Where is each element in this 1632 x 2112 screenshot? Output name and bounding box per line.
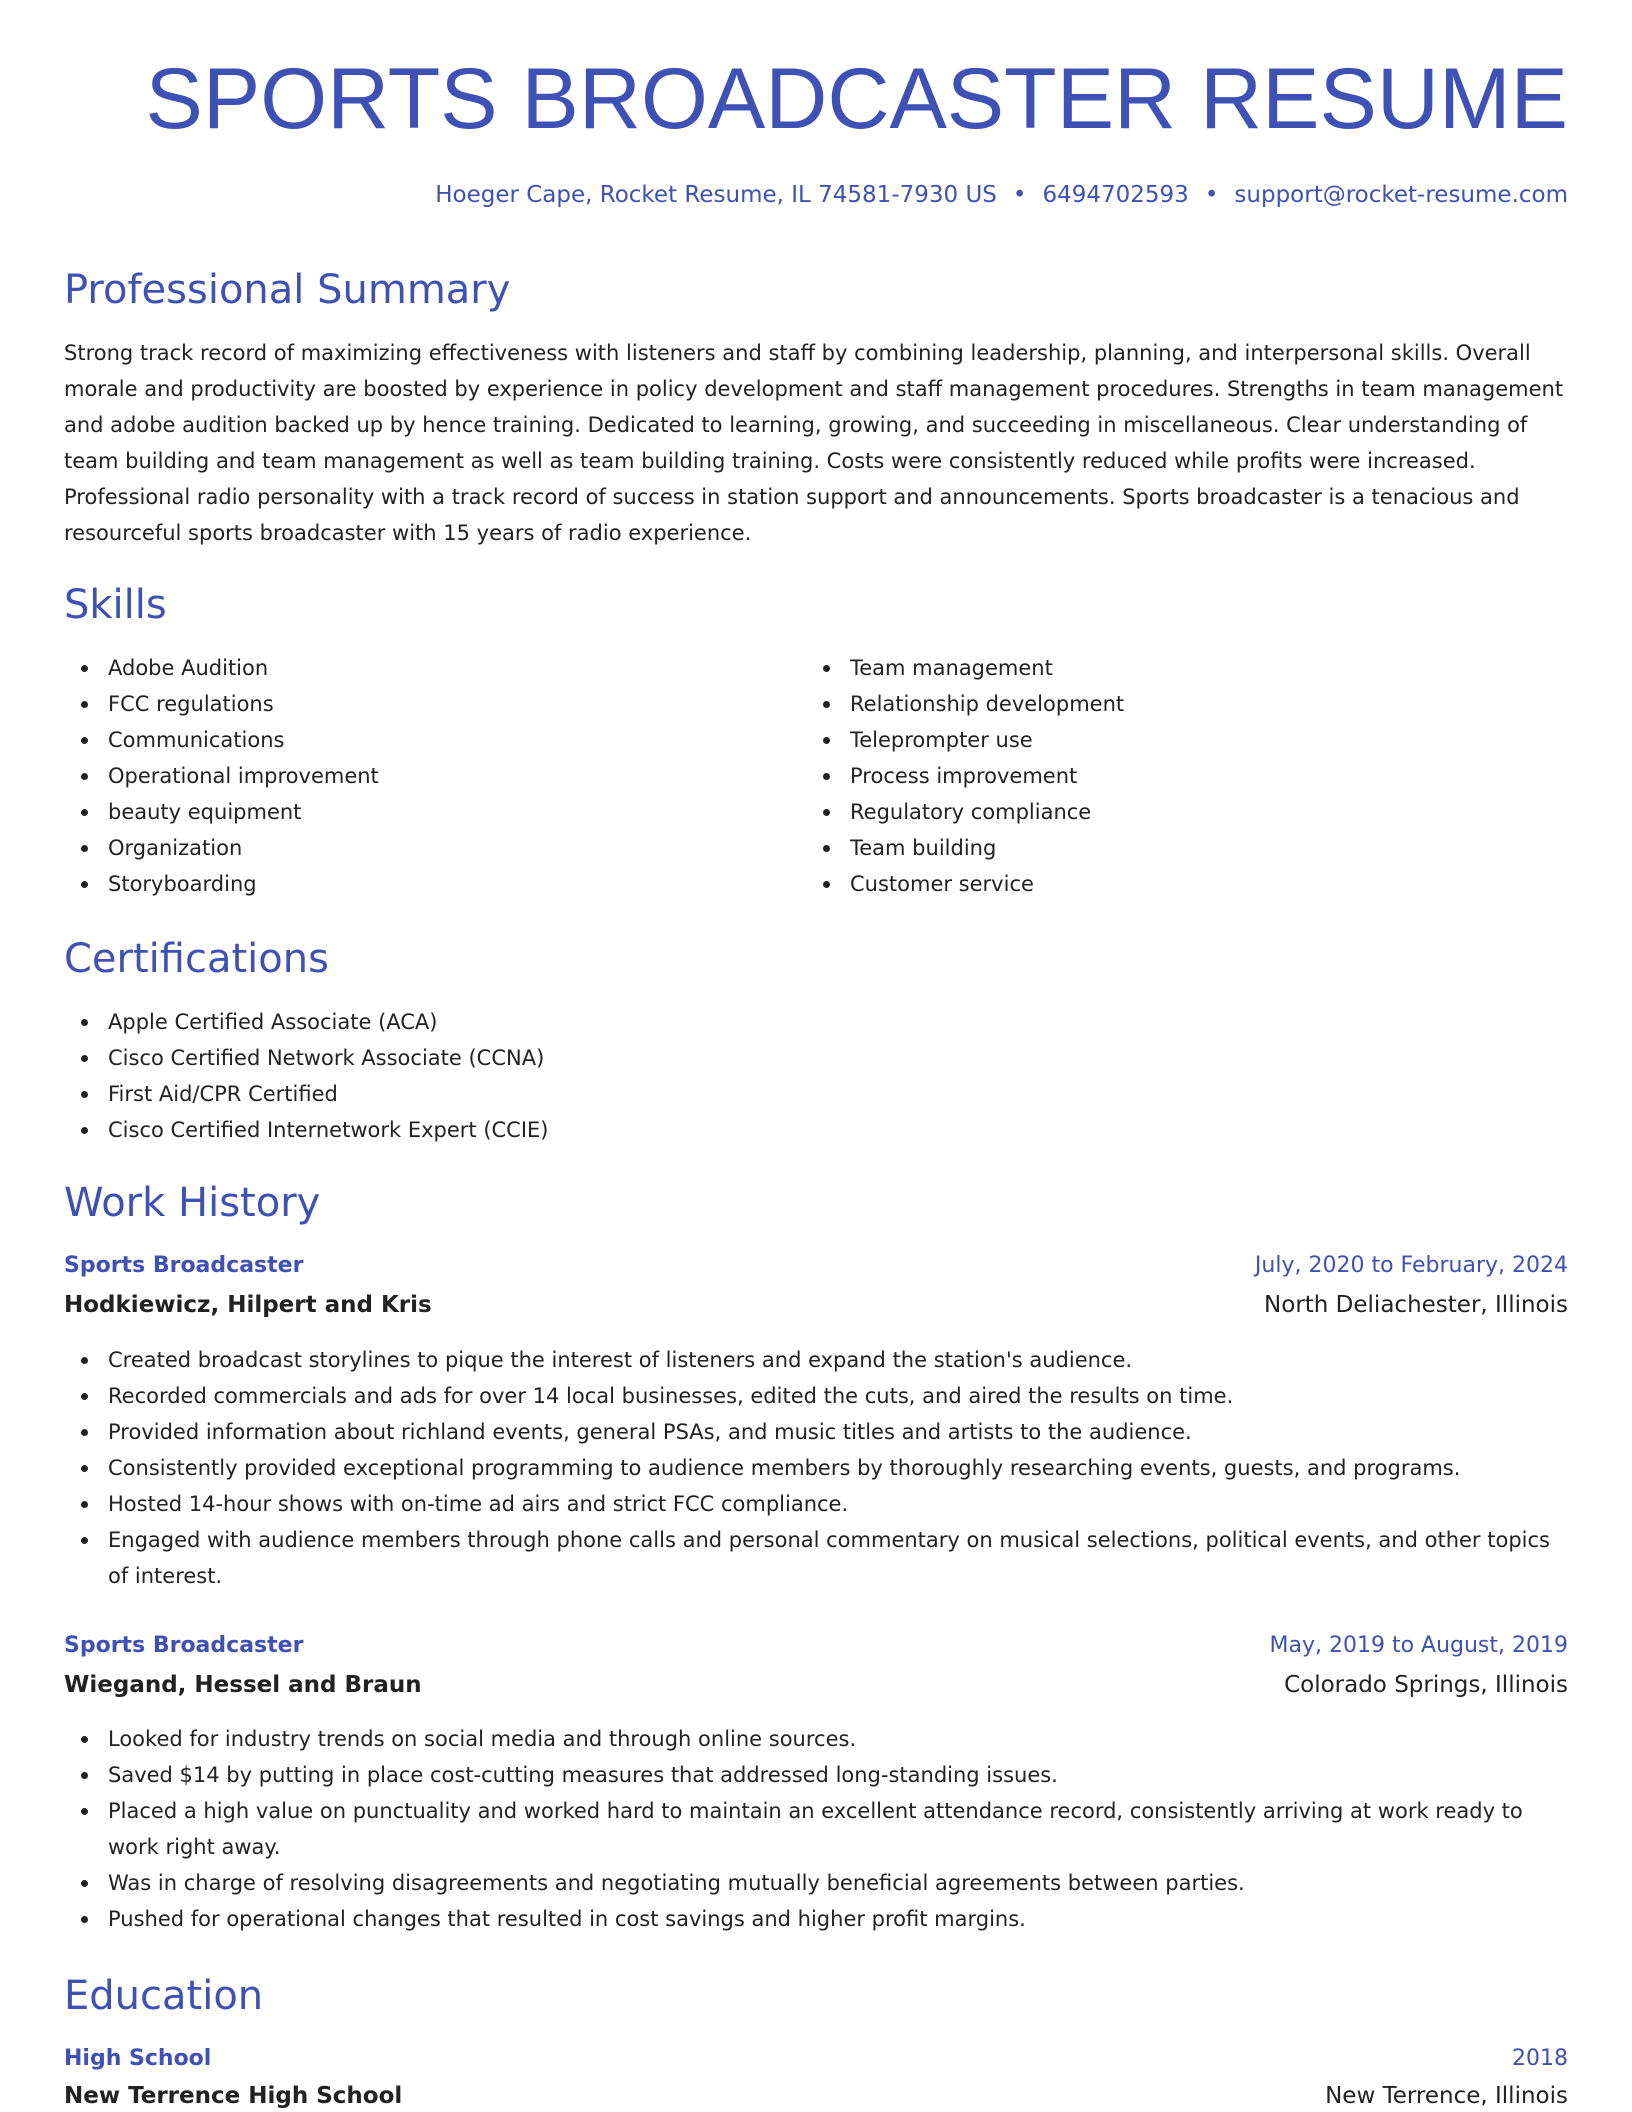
skill-item: beauty equipment [64,794,804,830]
education-degree: High School [64,2046,212,2071]
education-heading: Education [64,1973,264,2019]
contact-phone: 6494702593 [1042,182,1189,208]
certifications-heading: Certifications [64,936,329,982]
certification-item: Apple Certified Associate (ACA) [64,1004,1568,1040]
duty-item: Created broadcast storylines to pique the interest of listeners and expand the station's audience. [64,1342,1568,1378]
job-title: Sports Broadcaster [64,1633,304,1658]
skill-item: Storyboarding [64,866,804,902]
job-company: Wiegand, Hessel and Braun [64,1672,422,1698]
certification-item: Cisco Certified Network Associate (CCNA) [64,1040,1568,1076]
skill-item: Adobe Audition [64,650,804,686]
job-duties-list [64,1721,1568,1937]
job-company: Hodkiewicz, Hilpert and Kris [64,1292,432,1318]
skill-item: Customer service [806,866,1546,902]
duty-item: Saved $14 by putting in place cost-cutting measures that addressed long-standing issues. [64,1757,1568,1793]
duty-item: Provided information about richland events, general PSAs, and music titles and artists to the audience. [64,1414,1568,1450]
job-location: North Deliachester, Illinois [1264,1292,1568,1318]
skill-item: Operational improvement [64,758,804,794]
duty-item: Consistently provided exceptional programming to audience members by thoroughly researching events, guests, and programs. [64,1450,1568,1486]
skill-item: Relationship development [806,686,1546,722]
duty-item: Hosted 14-hour shows with on-time ad airs and strict FCC compliance. [64,1486,1568,1522]
skill-item: Organization [64,830,804,866]
skill-item: FCC regulations [64,686,804,722]
duty-item: Looked for industry trends on social media and through online sources. [64,1721,1568,1757]
job-dates: May, 2019 to August, 2019 [1269,1633,1568,1658]
summary-text: Strong track record of maximizing effectiveness with listeners and staff by combining leadership, planning, and interpersonal skills. Overall morale and productivity are boosted by experience in policy development and staff management procedures. Strengths in team management and adobe audition backed up by hence training. Dedicated to learning, growing, and succeeding in miscellaneous. Clear understanding of team building and team management as well as team building training. Costs were consistently reduced while profits were increased. Professional radio personality with a track record of success in station support and announcements. Sports broadcaster is a tenacious and resourceful sports broadcaster with 15 years of radio experience. [64,341,1564,545]
certification-item: First Aid/CPR Certified [64,1076,1568,1112]
duty-item: Pushed for operational changes that resulted in cost savings and higher profit margins. [64,1901,1568,1937]
education-school: New Terrence High School [64,2083,403,2109]
job-location: Colorado Springs, Illinois [1284,1672,1568,1698]
skill-item: Team building [806,830,1546,866]
skill-item: Team management [806,650,1546,686]
work-history-heading: Work History [64,1180,321,1226]
skill-item: Process improvement [806,758,1546,794]
education-location: New Terrence, Illinois [1325,2083,1568,2109]
certifications-list [64,1004,1568,1148]
duty-item: Placed a high value on punctuality and worked hard to maintain an excellent attendance record, consistently arriving at work ready to work right away. [64,1793,1568,1865]
certification-item: Cisco Certified Internetwork Expert (CCIE) [64,1112,1568,1148]
skills-list-right [806,650,1546,902]
skills-list-left [64,650,804,902]
resume-title: SPORTS BROADCASTER RESUME [145,51,1568,147]
duty-item: Engaged with audience members through phone calls and personal commentary on musical selections, political events, and other topics of interest. [64,1522,1568,1594]
duty-item: Recorded commercials and ads for over 14 local businesses, edited the cuts, and aired the results on time. [64,1378,1568,1414]
duty-item: Was in charge of resolving disagreements and negotiating mutually beneficial agreements between parties. [64,1865,1568,1901]
job-dates: July, 2020 to February, 2024 [1254,1253,1568,1278]
skill-item: Communications [64,722,804,758]
contact-email[interactable]: support@rocket-resume.com [1234,182,1568,208]
summary-heading: Professional Summary [64,267,511,313]
contact-line [435,182,1568,208]
contact-separator: • [1204,182,1219,208]
education-year: 2018 [1512,2046,1568,2071]
job-duties-list [64,1342,1568,1594]
contact-separator: • [1012,182,1027,208]
skill-item: Regulatory compliance [806,794,1546,830]
contact-address: Hoeger Cape, Rocket Resume, IL 74581-7930 US [435,182,997,208]
skill-item: Teleprompter use [806,722,1546,758]
job-title: Sports Broadcaster [64,1253,304,1278]
skills-heading: Skills [64,582,167,628]
